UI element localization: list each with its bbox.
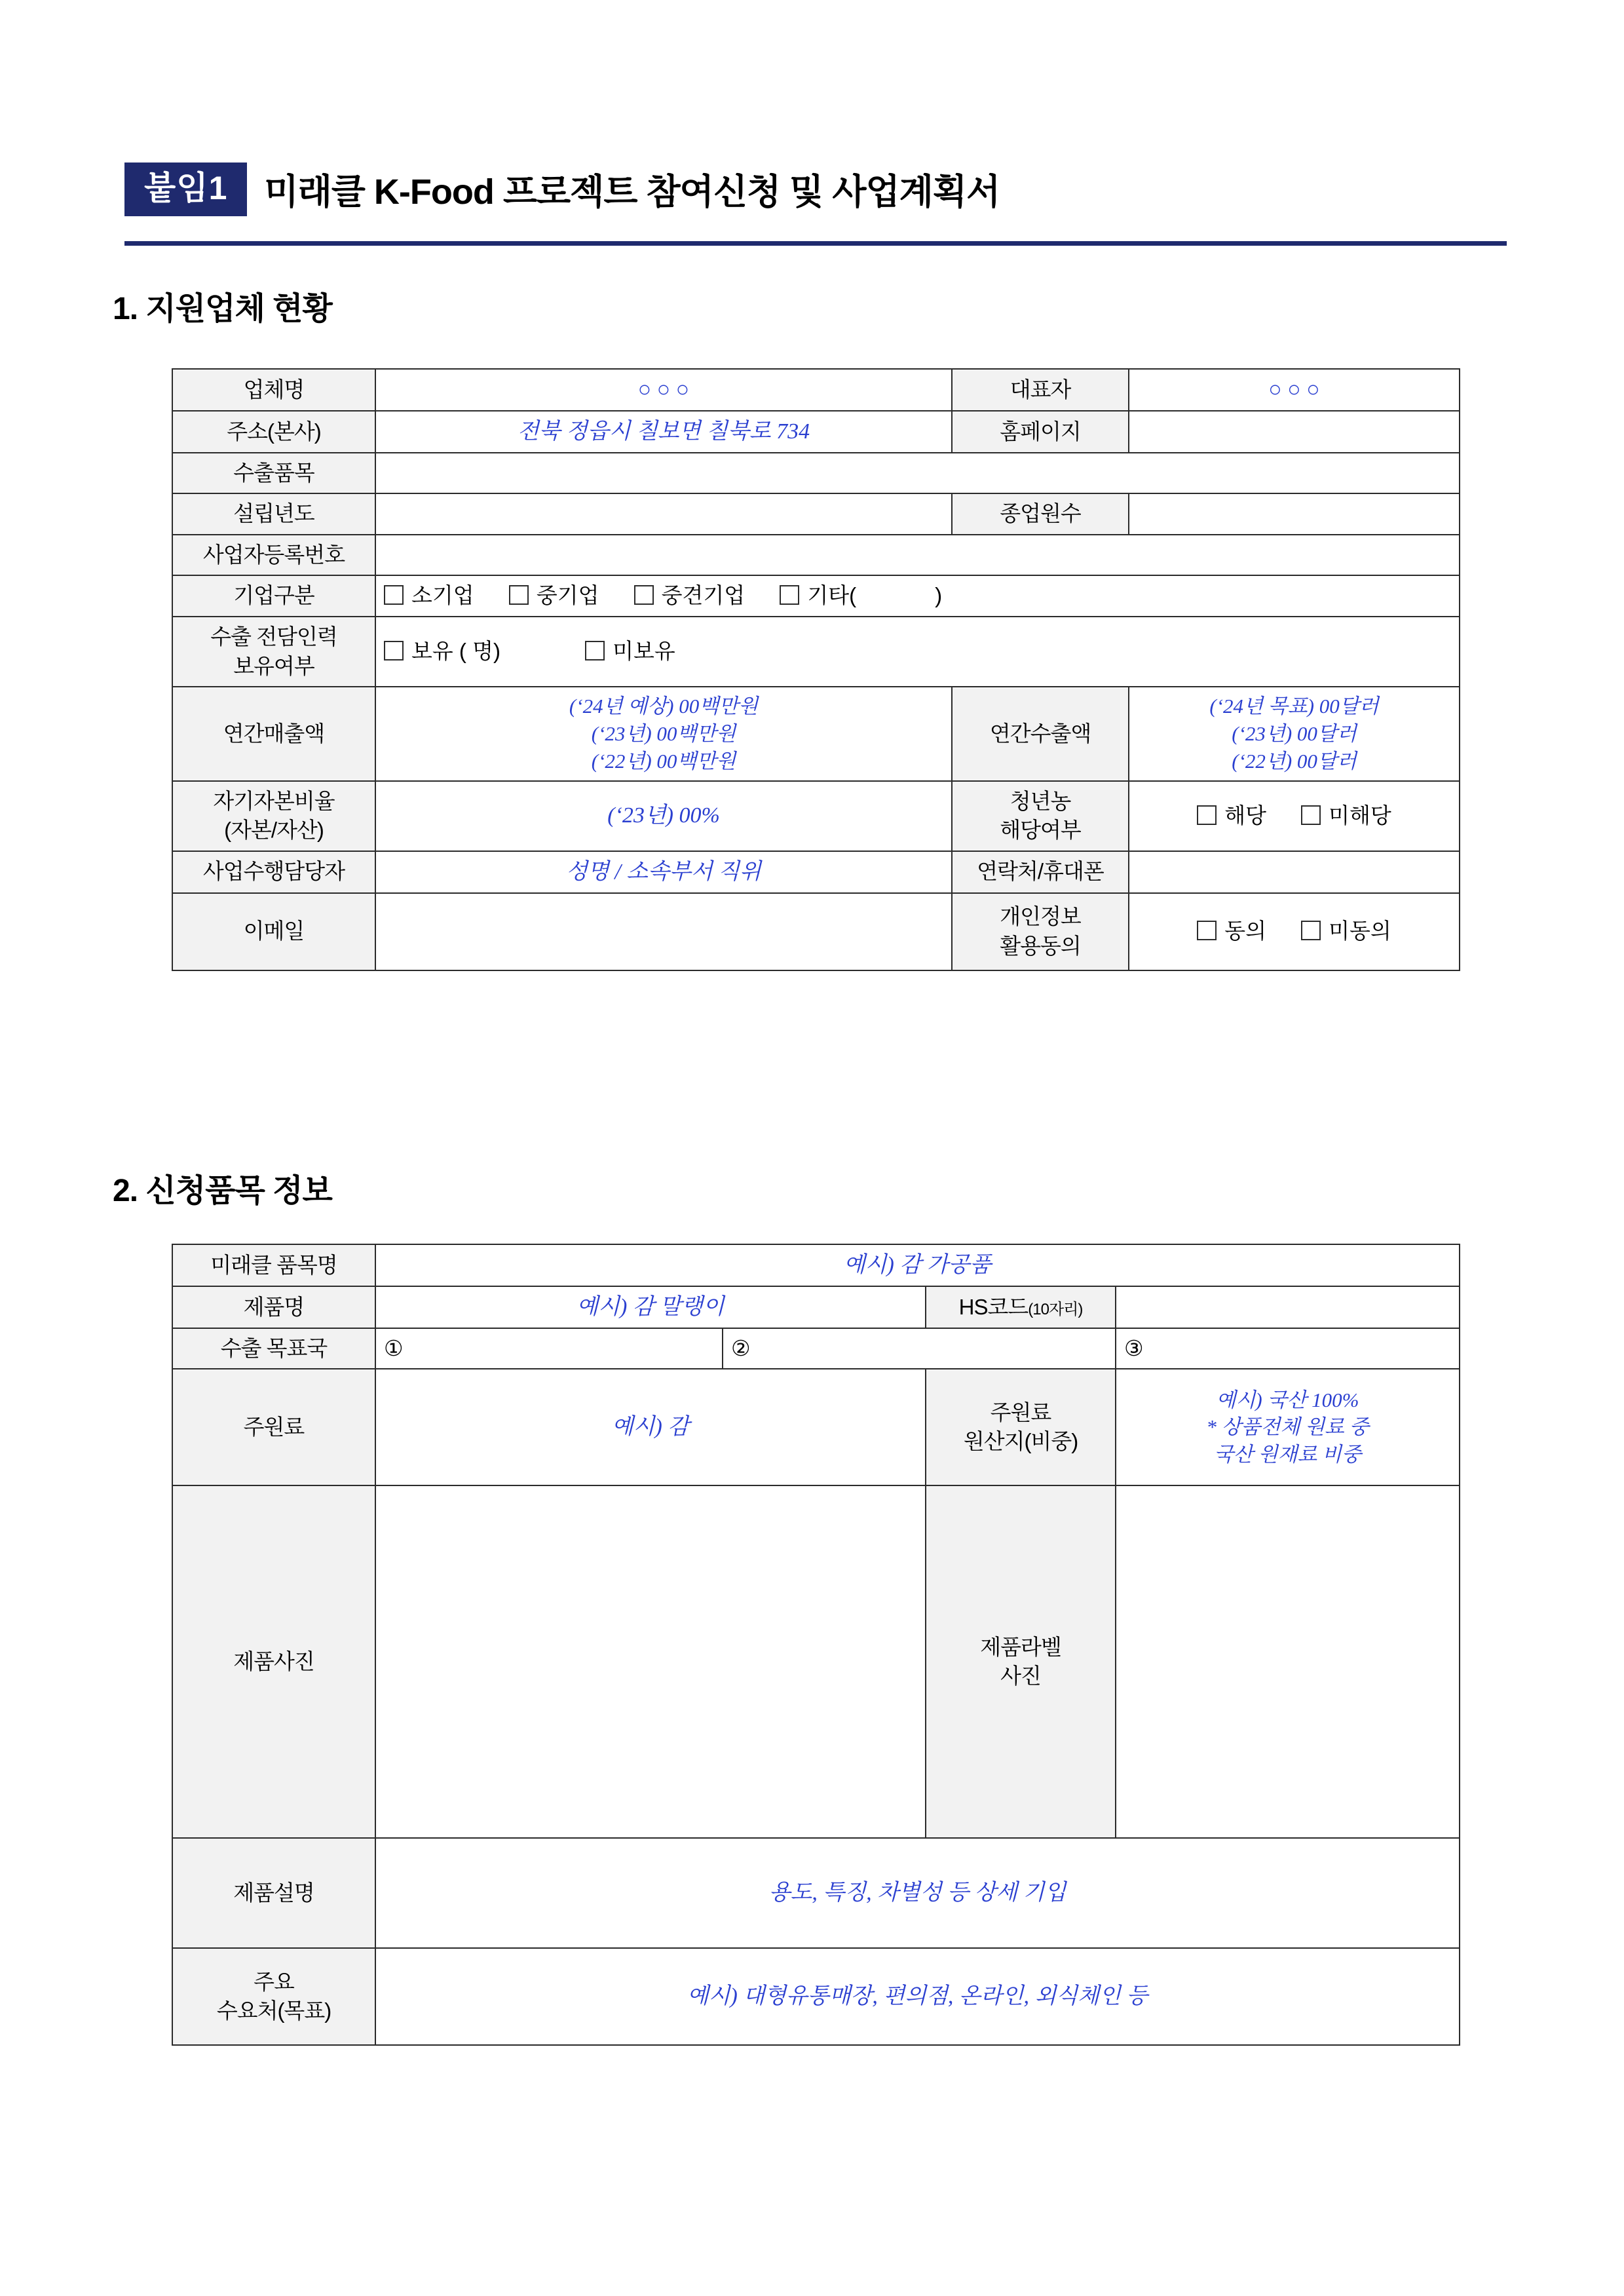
- email-label: 이메일: [172, 893, 375, 970]
- company-type-option-small[interactable]: 소기업: [384, 581, 474, 611]
- checkbox-icon[interactable]: [1301, 805, 1321, 825]
- checkbox-icon[interactable]: [384, 641, 404, 660]
- company-name-value[interactable]: ○ ○ ○: [375, 369, 952, 411]
- table-row: [172, 493, 1460, 535]
- business-number-label: 사업자등록번호: [172, 535, 375, 576]
- table-row: [172, 411, 1460, 453]
- company-name-label: 업체명: [172, 369, 375, 411]
- ceo-value[interactable]: ○ ○ ○: [1129, 369, 1460, 411]
- table-row: [172, 781, 1460, 851]
- young-farmer-option-no[interactable]: 미해당: [1301, 801, 1391, 831]
- export-item-value[interactable]: [375, 453, 1460, 494]
- homepage-label: 홈페이지: [952, 411, 1129, 453]
- business-number-value[interactable]: [375, 535, 1460, 576]
- checkbox-icon[interactable]: [509, 585, 529, 605]
- annual-revenue-label: 연간매출액: [172, 687, 375, 781]
- table-row: [172, 575, 1460, 617]
- hs-code-value[interactable]: [1116, 1286, 1460, 1328]
- target-country-1[interactable]: ①: [375, 1328, 723, 1369]
- contact-value[interactable]: [1129, 851, 1460, 893]
- company-type-label: 기업구분: [172, 575, 375, 617]
- product-name-label: 제품명: [172, 1286, 375, 1328]
- material-origin-value[interactable]: 예시) 국산 100% * 상품전체 원료 중 국산 원재료 비중: [1116, 1369, 1460, 1485]
- section-2-title: 2. 신청품목 정보: [113, 1174, 332, 1208]
- target-country-2[interactable]: ②: [723, 1328, 1116, 1369]
- young-farmer-option-yes[interactable]: 해당: [1197, 801, 1266, 831]
- label-photo-area[interactable]: [1116, 1485, 1460, 1838]
- header-divider: [124, 241, 1507, 246]
- product-info-table: [172, 1244, 1460, 2046]
- miracle-item-label: 미래클 품목명: [172, 1244, 375, 1286]
- table-row: [172, 1485, 1460, 1838]
- address-value[interactable]: 전북 정읍시 칠보면 칠북로 734: [375, 411, 952, 453]
- ceo-label: 대표자: [952, 369, 1129, 411]
- privacy-option-disagree[interactable]: 미동의: [1301, 917, 1391, 946]
- label-photo-label: 제품라벨 사진: [926, 1485, 1116, 1838]
- export-item-label: 수출품목: [172, 453, 375, 494]
- manager-label: 사업수행담당자: [172, 851, 375, 893]
- privacy-consent-options: [1129, 893, 1460, 970]
- attachment-badge: 붙임1: [124, 163, 247, 216]
- table-row: [172, 851, 1460, 893]
- founded-value[interactable]: [375, 493, 952, 535]
- checkbox-icon[interactable]: [1197, 921, 1217, 940]
- export-staff-label: 수출 전담인력 보유여부: [172, 617, 375, 687]
- email-value[interactable]: [375, 893, 952, 970]
- company-info-table: [172, 368, 1460, 971]
- document-title: 미래클 K-Food 프로젝트 참여신청 및 사업계획서: [264, 172, 1000, 212]
- material-origin-label: 주원료 원산지(비중): [926, 1369, 1116, 1485]
- table-row: [172, 893, 1460, 970]
- founded-label: 설립년도: [172, 493, 375, 535]
- table-row: [172, 617, 1460, 687]
- equity-ratio-value[interactable]: (‘23년) 00%: [375, 781, 952, 851]
- main-buyers-value[interactable]: 예시) 대형유통매장, 편의점, 온라인, 외식체인 등: [375, 1948, 1460, 2045]
- export-staff-option-yes[interactable]: 보유 ( 명): [384, 637, 500, 666]
- miracle-item-value[interactable]: 예시) 감 가공품: [375, 1244, 1460, 1286]
- table-row: [172, 1286, 1460, 1328]
- annual-export-label: 연간수출액: [952, 687, 1129, 781]
- employees-label: 종업원수: [952, 493, 1129, 535]
- export-staff-options: [375, 617, 1460, 687]
- target-country-label: 수출 목표국: [172, 1328, 375, 1369]
- export-staff-option-no[interactable]: 미보유: [585, 637, 675, 666]
- table-row: [172, 1328, 1460, 1369]
- checkbox-icon[interactable]: [780, 585, 799, 605]
- equity-ratio-label: 자기자본비율 (자본/자산): [172, 781, 375, 851]
- product-description-value[interactable]: 용도, 특징, 차별성 등 상세 기입: [375, 1838, 1460, 1948]
- young-farmer-options: [1129, 781, 1460, 851]
- main-material-value[interactable]: 예시) 감: [375, 1369, 926, 1485]
- manager-value[interactable]: 성명 / 소속부서 직위: [375, 851, 952, 893]
- product-name-value[interactable]: 예시) 감 말랭이: [375, 1286, 926, 1328]
- target-country-3[interactable]: ③: [1116, 1328, 1460, 1369]
- main-material-label: 주원료: [172, 1369, 375, 1485]
- main-buyers-label: 주요 수요처(목표): [172, 1948, 375, 2045]
- privacy-consent-label: 개인정보 활용동의: [952, 893, 1129, 970]
- hs-code-label: HS코드(10자리): [926, 1286, 1116, 1328]
- company-type-options: [375, 575, 1460, 617]
- table-row: [172, 687, 1460, 781]
- table-row: [172, 1838, 1460, 1948]
- product-description-label: 제품설명: [172, 1838, 375, 1948]
- product-photo-label: 제품사진: [172, 1485, 375, 1838]
- product-photo-area[interactable]: [375, 1485, 926, 1838]
- checkbox-icon[interactable]: [1197, 805, 1217, 825]
- table-row: [172, 1369, 1460, 1485]
- table-row: [172, 1948, 1460, 2045]
- homepage-value[interactable]: [1129, 411, 1460, 453]
- privacy-option-agree[interactable]: 동의: [1197, 917, 1266, 946]
- checkbox-icon[interactable]: [585, 641, 605, 660]
- table-row: [172, 1244, 1460, 1286]
- company-type-option-other[interactable]: 기타( ): [780, 581, 942, 611]
- company-type-option-medium[interactable]: 중기업: [509, 581, 599, 611]
- young-farmer-label: 청년농 해당여부: [952, 781, 1129, 851]
- table-row: [172, 535, 1460, 576]
- address-label: 주소(본사): [172, 411, 375, 453]
- checkbox-icon[interactable]: [634, 585, 654, 605]
- contact-label: 연락처/휴대폰: [952, 851, 1129, 893]
- annual-revenue-value[interactable]: (‘24년 예상) 00백만원 (‘23년) 00백만원 (‘22년) 00백만원: [375, 687, 952, 781]
- checkbox-icon[interactable]: [384, 585, 404, 605]
- employees-value[interactable]: [1129, 493, 1460, 535]
- document-header: [124, 163, 1503, 216]
- checkbox-icon[interactable]: [1301, 921, 1321, 940]
- annual-export-value[interactable]: (‘24년 목표) 00달러 (‘23년) 00달러 (‘22년) 00달러: [1129, 687, 1460, 781]
- table-row: [172, 369, 1460, 411]
- section-1-title: 1. 지원업체 현황: [113, 292, 332, 326]
- table-row: [172, 453, 1460, 494]
- company-type-option-midsize[interactable]: 중견기업: [634, 581, 746, 611]
